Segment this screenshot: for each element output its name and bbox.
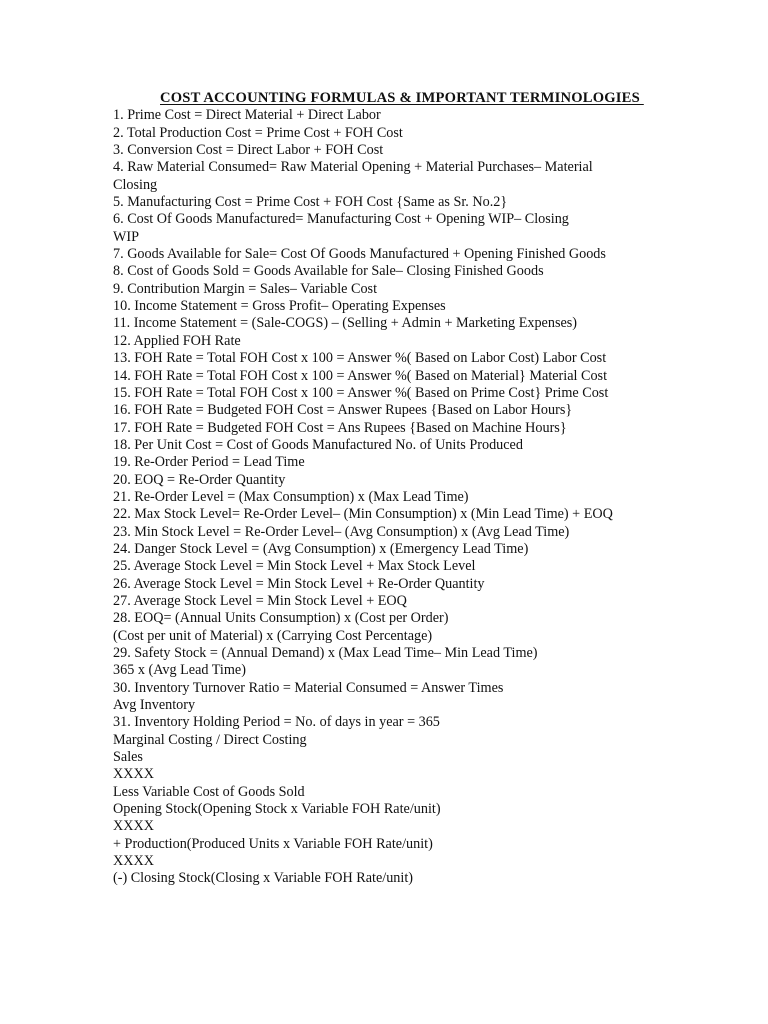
document-line: 6. Cost Of Goods Manufactured= Manufacturing Cost + Opening WIP– Closing (113, 211, 569, 228)
document-line: Opening Stock(Opening Stock x Variable FOH Rate/unit) (113, 801, 441, 818)
document-line: 1. Prime Cost = Direct Material + Direct Labor (113, 107, 381, 124)
document-line: XXXX (113, 818, 154, 835)
document-line: Less Variable Cost of Goods Sold (113, 783, 305, 800)
document-line: (Cost per unit of Material) x (Carrying Cost Percentage) (113, 627, 433, 644)
document-line: 21. Re-Order Level = (Max Consumption) x (Max Lead Time) (113, 488, 469, 505)
document-line: 29. Safety Stock = (Annual Demand) x (Max Lead Time– Min Lead Time) (113, 645, 538, 661)
document-line: Sales (113, 749, 143, 766)
document-line: 14. FOH Rate = Total FOH Cost x 100 = Answer %( Based on Material} Material Cost (113, 367, 608, 384)
document-line: 27. Average Stock Level = Min Stock Level + EOQ (113, 592, 407, 609)
document-line: 23. Min Stock Level = Re-Order Level– (Avg Consumption) x (Avg Lead Time) (113, 523, 570, 540)
document-line: 24. Danger Stock Level = (Avg Consumption) x (Emergency Lead Time) (113, 540, 529, 557)
document-line: 16. FOH Rate = Budgeted FOH Cost = Answer Rupees {Based on Labor Hours} (113, 402, 573, 419)
document-line: WIP (113, 228, 140, 245)
document-line: 25. Average Stock Level = Min Stock Level + Max Stock Level (113, 558, 476, 575)
document-line: 9. Contribution Margin = Sales– Variable Cost (113, 280, 378, 297)
document-line: 15. FOH Rate = Total FOH Cost x 100 = Answer %( Based on Prime Cost} Prime Cost (113, 384, 609, 401)
document-line: 7. Goods Available for Sale= Cost Of Goods Manufactured + Opening Finished Goods (113, 246, 606, 263)
document-line: 20. EOQ = Re-Order Quantity (113, 471, 286, 488)
document-line: + Production(Produced Units x Variable FOH Rate/unit) (113, 835, 433, 852)
document-line: 11. Income Statement = (Sale-COGS) – (Selling + Admin + Marketing Expenses) (113, 315, 578, 332)
document-line: 3. Conversion Cost = Direct Labor + FOH Cost (113, 142, 384, 159)
document-line: 8. Cost of Goods Sold = Goods Available for Sale– Closing Finished Goods (113, 263, 544, 280)
document-line: (-) Closing Stock(Closing x Variable FOH Rate/unit) (113, 870, 414, 887)
document-line: 13. FOH Rate = Total FOH Cost x 100 = Answer %( Based on Labor Cost) Labor Cost (113, 350, 607, 367)
document-line: 18. Per Unit Cost = Cost of Goods Manufactured No. of Units Produced (113, 436, 523, 453)
document-line: XXXX (113, 853, 154, 870)
document-body (113, 107, 753, 887)
document-line: 17. FOH Rate = Budgeted FOH Cost = Ans Rupees {Based on Machine Hours} (113, 419, 567, 436)
document-line: Closing (113, 176, 158, 193)
document-page (113, 90, 753, 888)
document-line: 30. Inventory Turnover Ratio = Material Consumed = Answer Times (113, 679, 504, 696)
document-line: 22. Max Stock Level= Re-Order Level– (Min Consumption) x (Min Lead Time) + EOQ (113, 506, 613, 523)
document-line: 10. Income Statement = Gross Profit– Operating Expenses (113, 298, 446, 315)
document-line: 4. Raw Material Consumed= Raw Material Opening + Material Purchases– Material (113, 159, 593, 176)
document-line: Marginal Costing / Direct Costing (113, 731, 307, 748)
document-line: 19. Re-Order Period = Lead Time (113, 454, 305, 471)
document-line: 5. Manufacturing Cost = Prime Cost + FOH Cost {Same as Sr. No.2} (113, 194, 508, 211)
document-line: 28. EOQ= (Annual Units Consumption) x (Cost per Order) (113, 610, 449, 627)
document-line: 365 x (Avg Lead Time) (113, 662, 246, 679)
document-line: Avg Inventory (113, 697, 196, 714)
document-line: XXXX (113, 766, 154, 783)
document-line: 31. Inventory Holding Period = No. of days in year = 365 (113, 714, 440, 731)
document-line: 12. Applied FOH Rate (113, 332, 241, 349)
document-title: COST ACCOUNTING FORMULAS & IMPORTANT TERMINOLOGIES (160, 90, 644, 106)
document-line: 26. Average Stock Level = Min Stock Level + Re-Order Quantity (113, 575, 485, 592)
document-line: 2. Total Production Cost = Prime Cost + FOH Cost (113, 124, 403, 141)
